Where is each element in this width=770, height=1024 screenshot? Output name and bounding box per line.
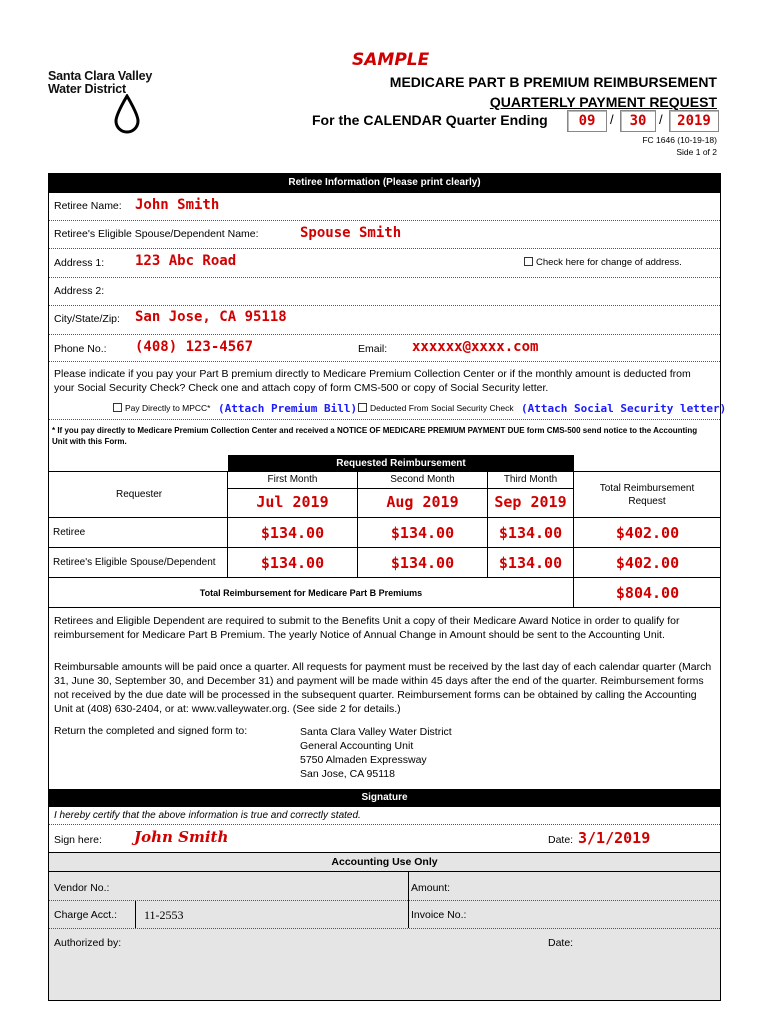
footnote: * If you pay directly to Medicare Premium Collection Center and received a NOTICE OF MEDICARE PREMIUM PAYMENT DUE form CMS-500 send notice to the Accounting Unit with this Form. (52, 426, 698, 446)
retiree-month2-amount[interactable]: $134.00 (358, 518, 488, 548)
spouse-month1-amount[interactable]: $134.00 (228, 548, 358, 578)
return-address-line: 5750 Almaden Expressway (300, 754, 427, 766)
ss-deducted-note: (Attach Social Security letter) (521, 402, 727, 415)
vendor-no-label: Vendor No.: (54, 882, 110, 894)
retiree-month3-amount[interactable]: $134.00 (488, 518, 574, 548)
pay-direct-option[interactable] (113, 403, 211, 413)
address2-label: Address 2: (54, 285, 105, 297)
payment-method-instructions: Please indicate if you pay your Part B premium directly to Medicare Premium Collection Center or if the monthly amount is deducted from your Social Security Check? Check one and attach copy of form CMS-500 or copy of Social Security letter. (54, 368, 691, 394)
address1-field[interactable]: 123 Abc Road (135, 253, 237, 269)
form-code: FC 1646 (10-19-18) (642, 135, 717, 145)
spouse-total-amount[interactable]: $402.00 (574, 548, 721, 578)
eligibility-paragraph: Retirees and Eligible Dependent are required to submit to the Benefits Unit a copy of their Medicare Award Notice in order to qualify for reimbursement for Medicare Part B Premium. The yearly Notice of Annual Change in Amount should be sent to the Accounting Unit. (54, 615, 680, 641)
first-month-label: First Month (228, 472, 357, 489)
divider (49, 361, 720, 362)
month1-field[interactable]: Jul 2019 (256, 493, 329, 511)
org-logo (48, 70, 158, 96)
return-address-line: General Accounting Unit (300, 740, 414, 752)
retiree-section-header: Retiree Information (Please print clearly) (48, 173, 721, 193)
grand-total-row (48, 578, 574, 608)
city-state-zip-label: City/State/Zip: (54, 313, 120, 325)
row-label-spouse: Retiree's Eligible Spouse/Dependent (53, 557, 216, 568)
divider (135, 901, 136, 928)
amount-label: Amount: (411, 882, 451, 894)
change-address-option[interactable] (524, 257, 682, 268)
charge-acct-label: Charge Acct.: (54, 909, 118, 921)
quarter-year-field[interactable]: 2019 (669, 110, 719, 132)
spouse-month2-amount[interactable]: $134.00 (358, 548, 488, 578)
signature-date-field[interactable]: 3/1/2019 (578, 829, 651, 847)
divider (49, 277, 720, 278)
return-address-line: San Jose, CA 95118 (300, 768, 395, 780)
change-address-checkbox[interactable] (524, 257, 533, 266)
table-row (48, 518, 228, 548)
page-indicator: Side 1 of 2 (676, 147, 717, 157)
ss-deducted-option[interactable] (358, 403, 514, 413)
signature-field[interactable]: John Smith (134, 828, 229, 846)
water-drop-icon (113, 94, 141, 134)
ss-deducted-checkbox[interactable] (358, 403, 367, 412)
accounting-section (48, 852, 721, 1001)
month3-header (488, 472, 574, 518)
third-month-label: Third Month (488, 472, 573, 489)
spouse-name-label: Retiree's Eligible Spouse/Dependent Name: (54, 228, 259, 240)
change-address-label: Check here for change of address. (536, 257, 682, 268)
form-title: MEDICARE PART B PREMIUM REIMBURSEMENT (389, 74, 717, 90)
authorized-by-label: Authorized by: (54, 937, 122, 949)
certification-statement: I hereby certify that the above information is true and correctly stated. (54, 810, 361, 821)
retiree-name-label: Retiree Name: (54, 200, 122, 212)
divider (49, 305, 720, 306)
total-header-label: Total Reimbursement Request (599, 483, 695, 507)
email-field[interactable]: xxxxxx@xxxx.com (412, 339, 539, 355)
return-instructions-label: Return the completed and signed form to: (54, 725, 248, 737)
second-month-label: Second Month (358, 472, 487, 489)
org-name-line1: Santa Clara Valley (48, 69, 153, 83)
invoice-no-label: Invoice No.: (411, 909, 467, 921)
retiree-month1-amount[interactable]: $134.00 (228, 518, 358, 548)
month2-field[interactable]: Aug 2019 (386, 493, 459, 511)
pay-direct-note: (Attach Premium Bill) (218, 402, 358, 415)
return-address (300, 725, 452, 781)
quarter-month-field[interactable]: 09 (567, 110, 607, 132)
date-separator: / (659, 112, 663, 127)
charge-acct-field[interactable]: 11-2553 (144, 908, 184, 922)
spouse-month3-amount[interactable]: $134.00 (488, 548, 574, 578)
divider (49, 248, 720, 249)
table-row (48, 548, 228, 578)
total-header (574, 472, 721, 518)
email-label: Email: (358, 343, 388, 355)
pay-direct-label: Pay Directly to MPCC* (125, 403, 211, 413)
signature-date-label: Date: (548, 834, 574, 846)
form-subtitle: QUARTERLY PAYMENT REQUEST (489, 94, 717, 110)
reimbursement-section-header: Requested Reimbursement (228, 455, 574, 471)
return-address-line: Santa Clara Valley Water District (300, 726, 452, 738)
form-number (642, 134, 717, 158)
date-separator: / (610, 112, 614, 127)
phone-field[interactable]: (408) 123-4567 (135, 339, 254, 355)
quarter-day-field[interactable]: 30 (620, 110, 656, 132)
divider (49, 334, 720, 335)
payment-schedule-paragraph: Reimbursable amounts will be paid once a quarter. All requests for payment must be received by the last day of each calendar quarter (March 31, June 30, September 30, and December 31) and payment will be made within 45 days after the end of the quarter. Reimbursement forms not received by the due date will be processed in the subsequent quarter. Reimbursement forms can be obtained by calling the Accounting Unit at (408) 630-2404, or at: www.valleywater.org. (See side 2 for details.) (54, 661, 712, 715)
accounting-section-header: Accounting Use Only (48, 852, 721, 872)
retiree-total-amount[interactable]: $402.00 (574, 518, 721, 548)
signature-section-header: Signature (48, 789, 721, 807)
requester-header-label: Requester (116, 489, 163, 500)
divider (49, 220, 720, 221)
sample-watermark: SAMPLE (352, 50, 430, 70)
org-name-line2: Water District (48, 82, 127, 96)
divider (49, 824, 720, 825)
sign-here-label: Sign here: (54, 834, 102, 846)
accounting-date-label: Date: (548, 937, 574, 949)
retiree-name-field[interactable]: John Smith (135, 197, 220, 213)
month1-header (228, 472, 358, 518)
reimbursement-table (48, 471, 721, 607)
month3-field[interactable]: Sep 2019 (494, 493, 567, 511)
phone-label: Phone No.: (54, 343, 107, 355)
ss-deducted-label: Deducted From Social Security Check (370, 403, 514, 413)
month2-header (358, 472, 488, 518)
divider (49, 900, 720, 901)
grand-total-label: Total Reimbursement for Medicare Part B Premiums (199, 588, 423, 598)
spouse-name-field[interactable]: Spouse Smith (300, 225, 402, 241)
divider (49, 419, 720, 420)
quarter-ending-label: For the CALENDAR Quarter Ending (312, 112, 548, 128)
grand-total-amount[interactable]: $804.00 (574, 578, 721, 608)
row-label-retiree: Retiree (53, 527, 86, 538)
address1-label: Address 1: (54, 257, 105, 269)
city-state-zip-field[interactable]: San Jose, CA 95118 (135, 309, 287, 325)
requester-header (48, 472, 228, 518)
pay-direct-checkbox[interactable] (113, 403, 122, 412)
divider (49, 928, 720, 929)
